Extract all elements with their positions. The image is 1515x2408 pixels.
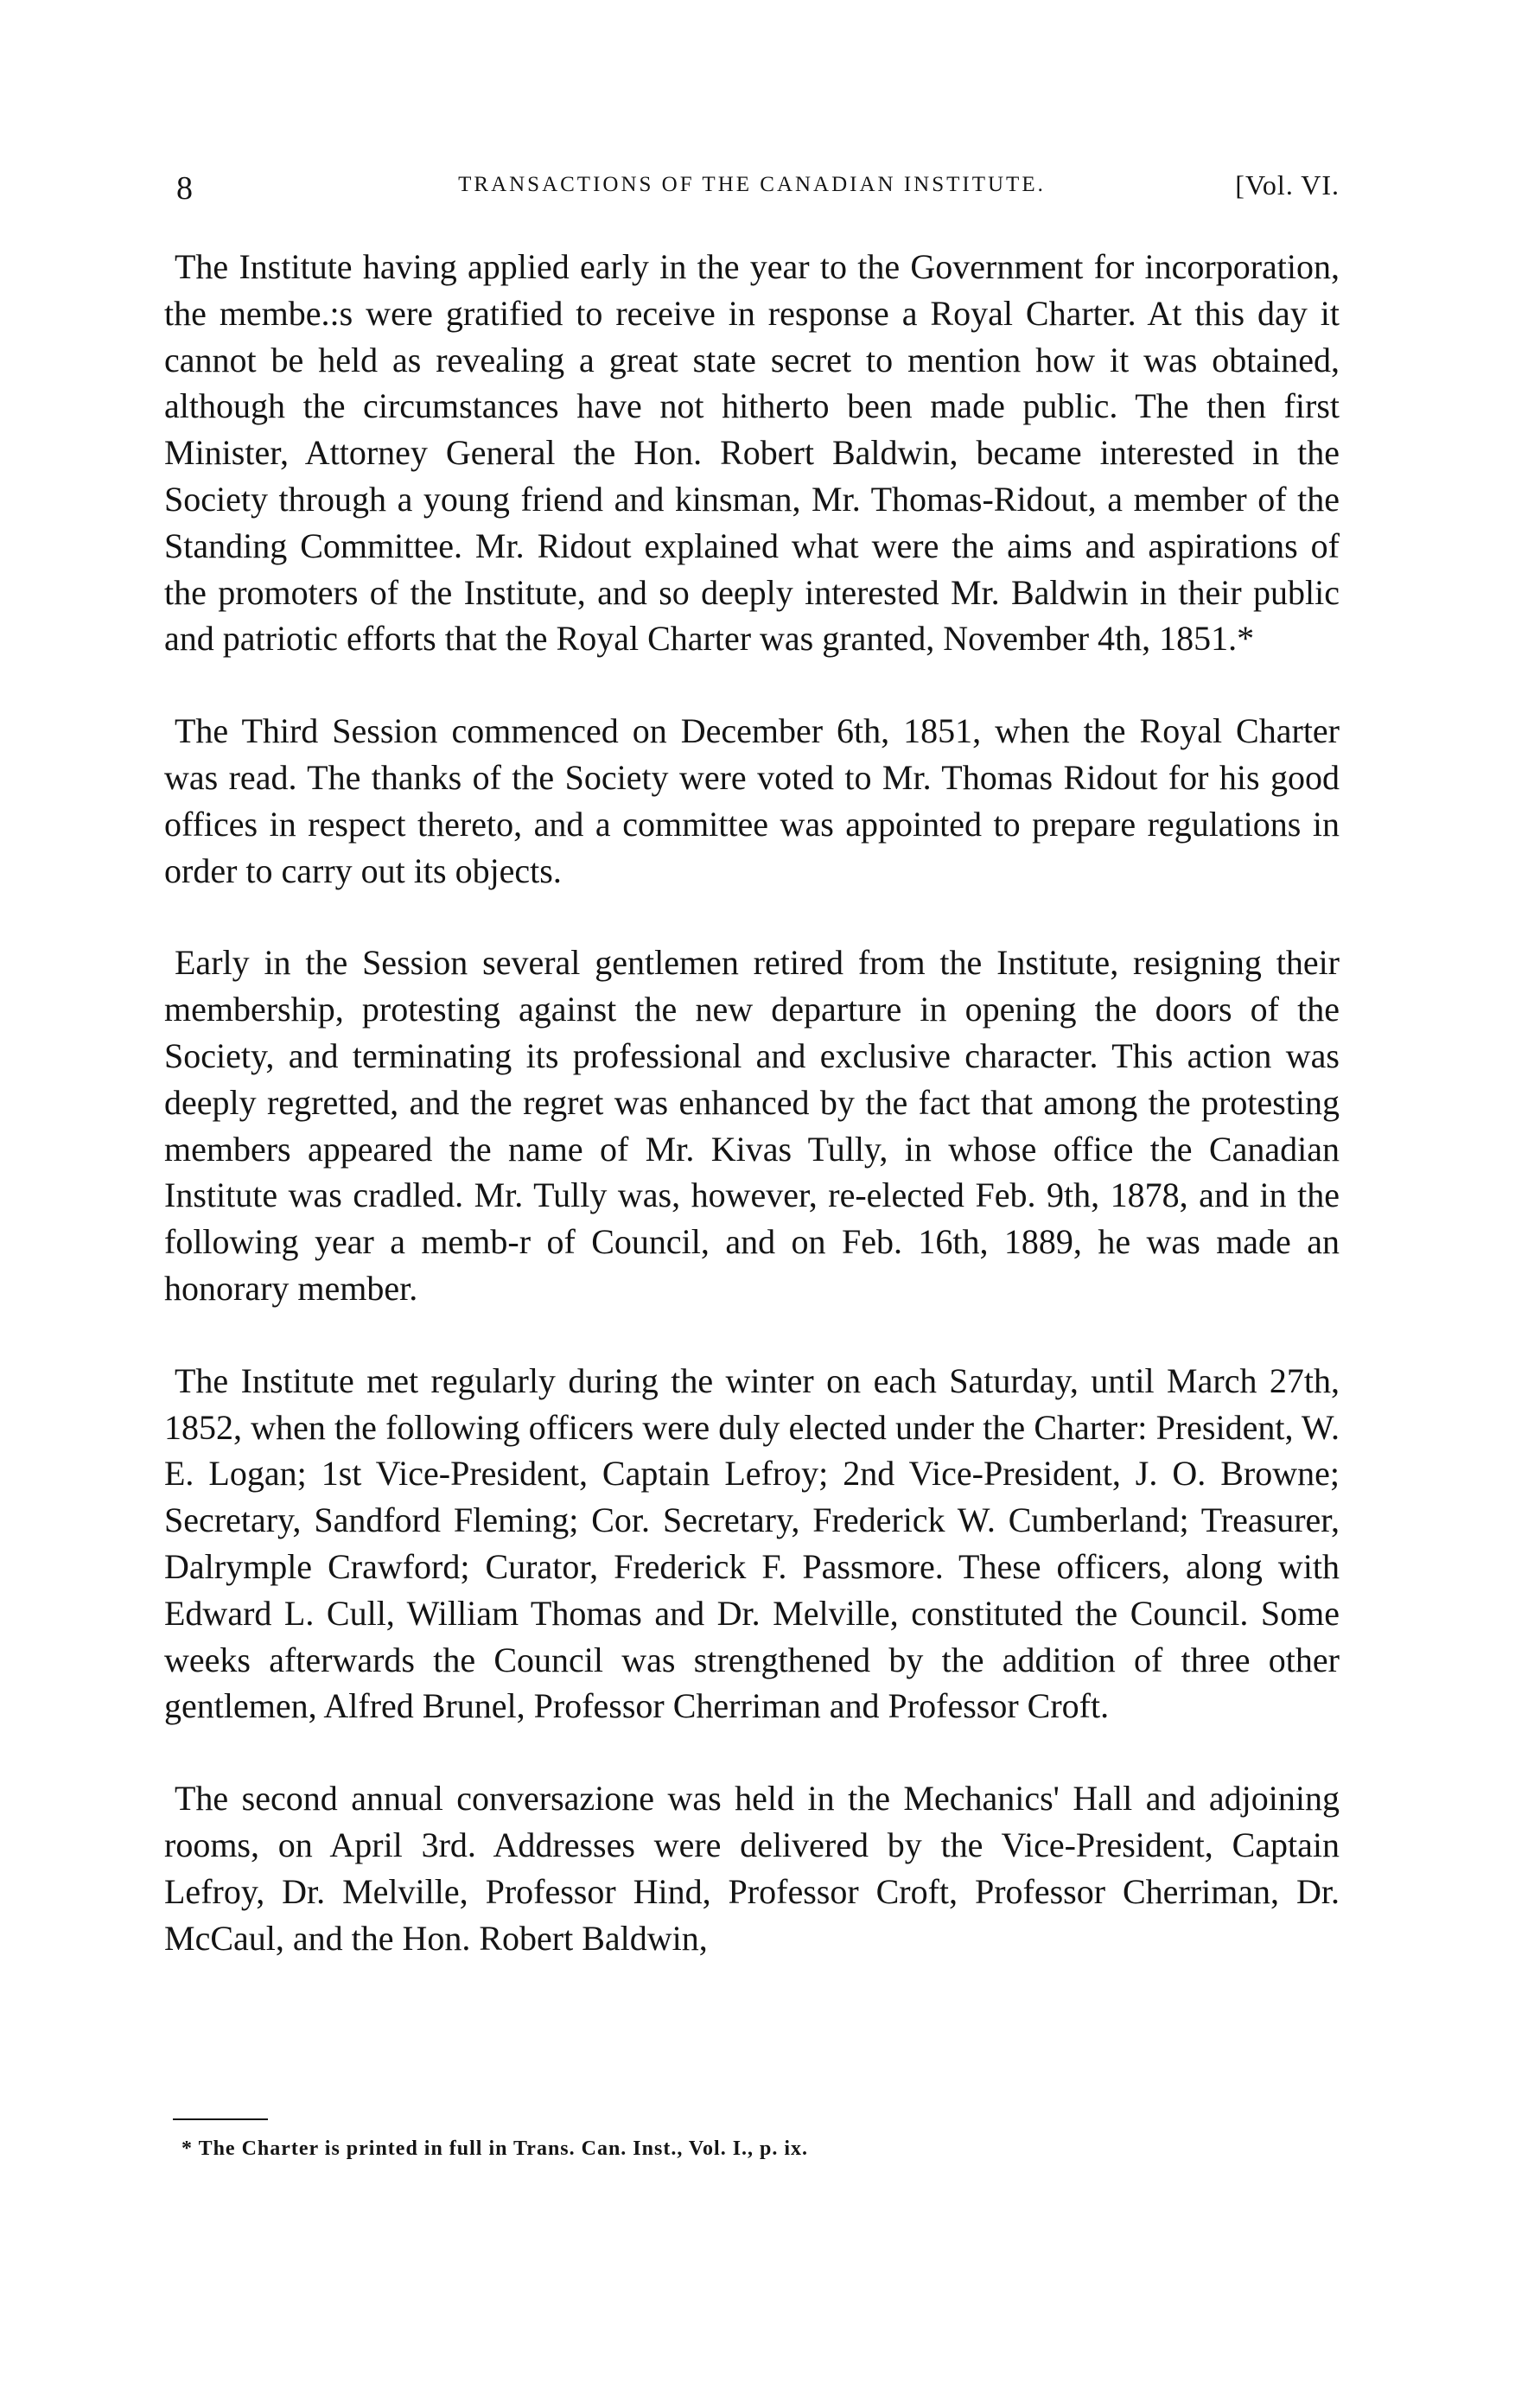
paragraph-officers: The Institute met regularly during the winter on each Saturday, until March 27th, 1852, when the following officers were duly elected under the Charter: President, W. E. Logan; 1st Vice-President, Captain Lefroy; 2nd Vice-President, J. O. Browne; Secretary, Sandford Fleming; Cor. Secretary, Frederick W. Cumberland; Treasurer, Dalrymple Crawford; Curator, Frederick F. Passmore. These officers, along with Edward L. Cull, William Thomas and Dr. Melville, constituted the Council. Some weeks afterwards the Council was strengthened by the addition of three other gentlemen, Alfred Brunel, Professor Cherriman and Professor Croft. [164, 1360, 1340, 1726]
footnote-rule [173, 2118, 268, 2120]
volume-label: [Vol. VI. [1235, 169, 1340, 201]
paragraph-royal-charter: The Institute having applied early in the year to the Government for incorporation, the membe.:s were gratified to receive in response a Royal Charter. At this day it cannot be held as revealing a great state secret to mention how it was obtained, although the circumstances have not hitherto been made public. The then first Minister, Attorney General the Hon. Robert Baldwin, became interested in the Society through a young friend and kinsman, Mr. Thomas-Ridout, a member of the Standing Committee. Mr. Ridout explained what were the aims and aspirations of the promoters of the Institute, and so deeply interested Mr. Baldwin in their public and patriotic efforts that the Royal Charter was granted, November 4th, 1851.* [164, 247, 1340, 659]
paragraph-resignations: Early in the Session several gentlemen retired from the Institute, resigning their membership, protesting against the new departure in opening the doors of the Society, and terminating its professional and exclusive character. This action was deeply regretted, and the regret was enhanced by the fact that among the protesting members appeared the name of Mr. Kivas Tully, in whose office the Canadian Institute was cradled. Mr. Tully was, however, re-elected Feb. 9th, 1878, and in the following year a memb-r of Council, and on Feb. 16th, 1889, he was made an honorary member. [164, 943, 1340, 1308]
footnote: * The Charter is printed in full in Trans. Can. Inst., Vol. I., p. ix. [181, 2137, 809, 2160]
body-text [164, 244, 1340, 1961]
running-head: TRANSACTIONS OF THE CANADIAN INSTITUTE. [458, 173, 1046, 196]
paragraph-conversazione: The second annual conversazione was held in the Mechanics' Hall and adjoining rooms, on April 3rd. Addresses were delivered by the Vice-President, Captain Lefroy, Dr. Melville, Professor Hind, Professor Croft, Professor Cherriman, Dr. McCaul, and the Hon. Robert Baldwin, [164, 1779, 1340, 1958]
page-header [164, 169, 1340, 221]
page-number: 8 [176, 170, 193, 207]
paragraph-third-session: The Third Session commenced on December 6th, 1851, when the Royal Charter was read. The thanks of the Society were voted to Mr. Thomas Ridout for his good offices in respect thereto, and a committee was appointed to prepare regulations in order to carry out its objects. [164, 711, 1340, 890]
